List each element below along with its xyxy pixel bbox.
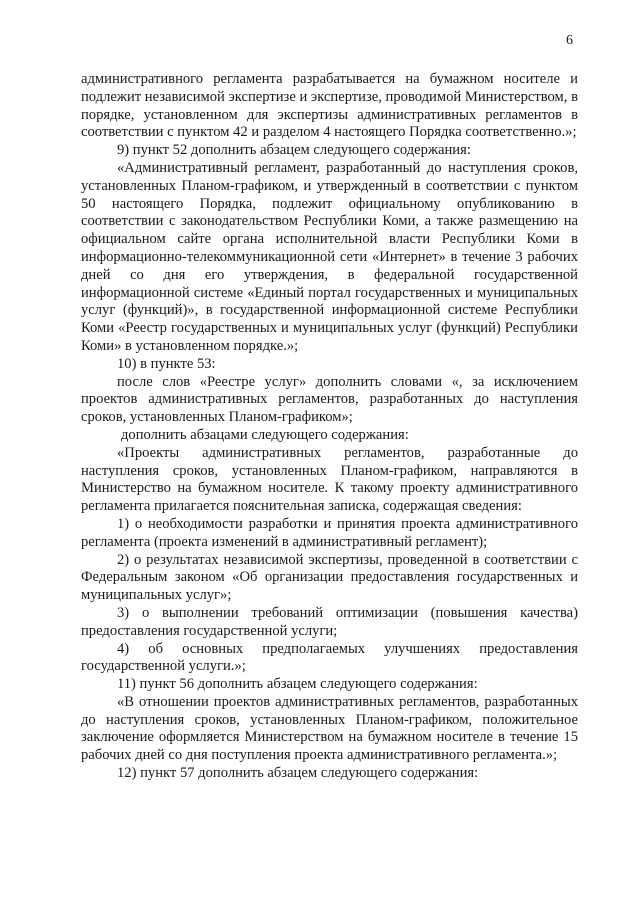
list-item: 1) о необходимости разработки и принятия проекта административного регламента (проекта изменений в административный регламент);: [81, 515, 578, 550]
paragraph: 12) пункт 57 дополнить абзацем следующего содержания:: [117, 765, 479, 782]
paragraph: «Административный регламент, разработанный до наступления сроков, установленных Планом-графиком, и утвержденный в соответствии с пунктом 50 настоящего Порядка, подлежит официальному опубликованию в соответствии с законодательством Республики Коми, а также размещению на официальном сайте органа исполнительной власти Республики Коми в информационно-телекоммуникационной сети «Интернет» в течение 3 рабочих дней со дня его утверждения, в федеральной государственной информационной системе «Единый портал государственных и муниципальных услуг (функций)», в государственной информационной системе Республики Коми «Реестр государственных и муниципальных услуг (функций) Республики Коми» в установленном порядке.»;: [81, 159, 578, 354]
list-item: 2) о результатах независимой экспертизы, проведенной в соответствии с Федеральным законом «Об организации предоставления государственных и муниципальных услуг»;: [81, 551, 578, 604]
paragraph: 9) пункт 52 дополнить абзацем следующего содержания:: [117, 142, 471, 159]
paragraph: после слов «Реестре услуг» дополнить словами «, за исключением проектов административных регламентов, разработанных до наступления сроков, установленных Планом-графиком»;: [81, 373, 578, 426]
paragraph: «В отношении проектов административных регламентов, разработанных до наступления сроков, установленных Планом-графиком, положительное заключение оформляется Министерством на бумажном носителе в течение 15 рабочих дней со дня поступления проекта административного регламента.»;: [81, 693, 578, 764]
paragraph: 11) пункт 56 дополнить абзацем следующего содержания:: [117, 676, 478, 693]
paragraph: «Проекты административных регламентов, разработанные до наступления сроков, установленных Планом-графиком, направляются в Министерство на бумажном носителе. К такому проекту административного регламента прилагается пояснительная записка, содержащая сведения:: [81, 444, 578, 515]
list-item: 3) о выполнении требований оптимизации (повышения качества) предоставления государственной услуги;: [81, 604, 578, 639]
paragraph: дополнить абзацами следующего содержания:: [121, 426, 409, 443]
document-body: [81, 71, 578, 783]
page-number: 6: [566, 33, 573, 48]
list-item: 4) об основных предполагаемых улучшениях предоставления государственной услуги.»;: [81, 640, 578, 675]
paragraph: административного регламента разрабатывается на бумажном носителе и подлежит независимой экспертизе и экспертизе, проводимой Министерством, в порядке, установленном для экспертизы административных регламентов в соответствии с пунктом 42 и разделом 4 настоящего Порядка соответственно.»;: [81, 71, 578, 141]
paragraph: 10) в пункте 53:: [117, 355, 216, 372]
